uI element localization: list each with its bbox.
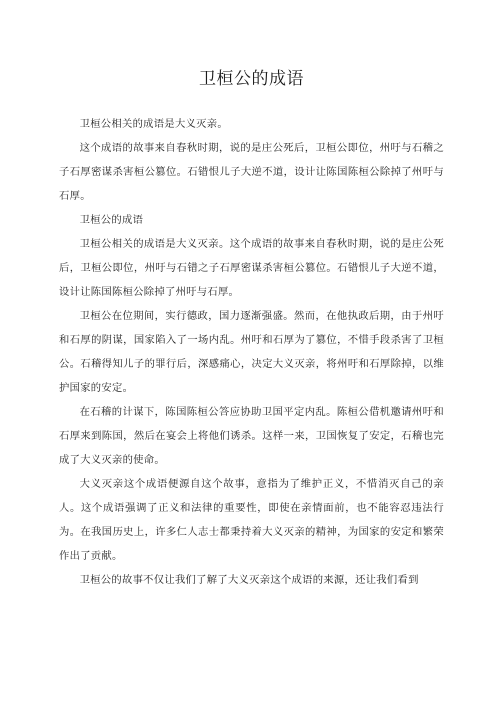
document-title: 卫桓公的成语 <box>199 69 304 89</box>
paragraph-5: 卫桓公在位期间，实行德政，国力逐渐强盛。然而，在他执政后期，由于州吁和石厚的阴谋，国家陷入了一场内乱。州吁和石厚为了篡位，不惜手段杀害了卫桓公。石稽得知儿子的罪行后，深感痛心，决定大义灭亲，将州吁和石厚除掉，以维护国家的安定。 <box>59 310 444 394</box>
paragraph-3: 卫桓公的成语 <box>79 214 144 226</box>
paragraph-6: 在石稽的计谋下，陈国陈桓公答应协助卫国平定内乱。陈桓公借机邀请州吁和石厚来到陈国，然后在宴会上将他们诱杀。这样一来，卫国恢复了安定，石稽也完成了大义灭亲的使命。 <box>59 406 444 466</box>
paragraph-4: 卫桓公相关的成语是大义灭亲。这个成语的故事来自春秋时期，说的是庄公死后，卫桓公即位，州吁与石错之子石厚密谋杀害桓公篡位。石错恨儿子大逆不道，设计让陈国陈桓公除掉了州吁与石厚。 <box>59 238 444 298</box>
paragraph-2: 这个成语的故事来自春秋时期，说的是庄公死后，卫桓公即位，州吁与石稽之子石厚密谋杀害桓公篡位。石错恨儿子大逆不道，设计让陈国陈桓公除掉了州吁与石厚。 <box>59 142 444 202</box>
paragraph-1: 卫桓公相关的成语是大义灭亲。 <box>79 118 228 130</box>
paragraph-7: 大义灭亲这个成语便源自这个故事，意指为了维护正义，不惜消灭自己的亲人。这个成语强调了正义和法律的重要性，即使在亲情面前，也不能容忍违法行为。在我国历史上，许多仁人志士都秉持着大义灭亲的精神，为国家的安定和繁荣作出了贡献。 <box>59 478 444 562</box>
paragraph-8: 卫桓公的故事不仅让我们了解了大义灭亲这个成语的来源，还让我们看到 <box>79 574 419 586</box>
document-body <box>59 112 444 592</box>
